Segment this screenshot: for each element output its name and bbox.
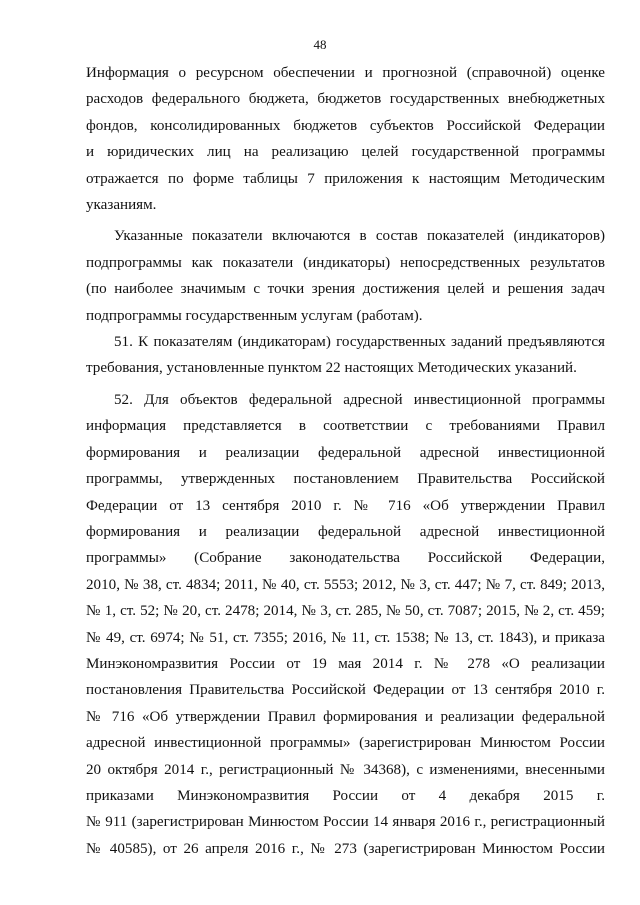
text-line: адресной инвестиционной программы» (зарегистрирован Минюстом России [86,735,605,752]
text-line: указаниям. [86,197,157,214]
text-line: (по наиболее значимым с точки зрения достижения целей и решения задач [86,281,605,298]
text-line: формирования и реализации федеральной адресной инвестиционной [86,444,605,461]
text-line: Федерации от 13 сентября 2010 г. № 716 «Об утверждении Правил [86,497,605,514]
paragraph-item-51 [86,329,605,382]
text-line: 2010, № 38, ст. 4834; 2011, № 40, ст. 5553; 2012, № 3, ст. 447; № 7, ст. 849; 2013, [86,576,605,593]
text-line: № 1, ст. 52; № 20, ст. 2478; 2014, № 3, ст. 285, № 50, ст. 7087; 2015, № 2, ст. 459; [86,603,605,620]
text-line: № 716 «Об утверждении Правил формирования и реализации федеральной [86,708,605,725]
text-line: 20 октября 2014 г., регистрационный № 34368), с изменениями, внесенными [86,761,605,778]
paragraph-indicators [86,223,605,329]
document-body [86,60,605,862]
text-line: программы, утвержденных постановлением Правительства Российской [86,471,605,488]
text-line: Минэкономразвития России от 19 мая 2014 г. № 278 «О реализации [86,655,605,672]
text-line: подпрограммы как показатели (индикаторы) непосредственных результатов [86,254,605,271]
paragraph-item-52 [86,387,605,862]
text-line: требования, установленные пунктом 22 настоящих Методических указаний. [86,360,577,377]
text-line: № 911 (зарегистрирован Минюстом России 14 января 2016 г., регистрационный [86,814,605,831]
text-line: программы» (Собрание законодательства Российской Федерации, [86,550,605,567]
text-line: 51. К показателям (индикаторам) государственных заданий предъявляются [114,334,605,351]
text-line: Информация о ресурсном обеспечении и прогнозной (справочной) оценке [86,65,605,81]
text-line: отражается по форме таблицы 7 приложения к настоящим Методическим [86,170,605,187]
text-line: и юридических лиц на реализацию целей государственной программы [86,144,605,161]
text-line: фондов, консолидированных бюджетов субъектов Российской Федерации [86,117,605,134]
text-line: 52. Для объектов федеральной адресной инвестиционной программы [114,391,605,408]
text-line: постановления Правительства Российской Федерации от 13 сентября 2010 г. [86,682,605,699]
page-number: 48 [313,37,327,52]
text-line: подпрограммы государственным услугам (работам). [86,307,423,324]
text-line: № 49, ст. 6974; № 51, ст. 7355; 2016, № 11, ст. 1538; № 13, ст. 1843), и приказа [86,629,605,646]
text-line: формирования и реализации федеральной адресной инвестиционной [86,523,605,540]
text-line: расходов федерального бюджета, бюджетов государственных внебюджетных [86,91,605,108]
paragraph-resource-info [86,60,605,218]
text-line: информация представляется в соответствии с требованиями Правил [86,418,605,435]
text-line: приказами Минэкономразвития России от 4 декабря 2015 г. [86,787,605,804]
text-line: Указанные показатели включаются в состав показателей (индикаторов) [114,228,605,245]
text-line: № 40585), от 26 апреля 2016 г., № 273 (зарегистрирован Минюстом России [86,840,605,857]
